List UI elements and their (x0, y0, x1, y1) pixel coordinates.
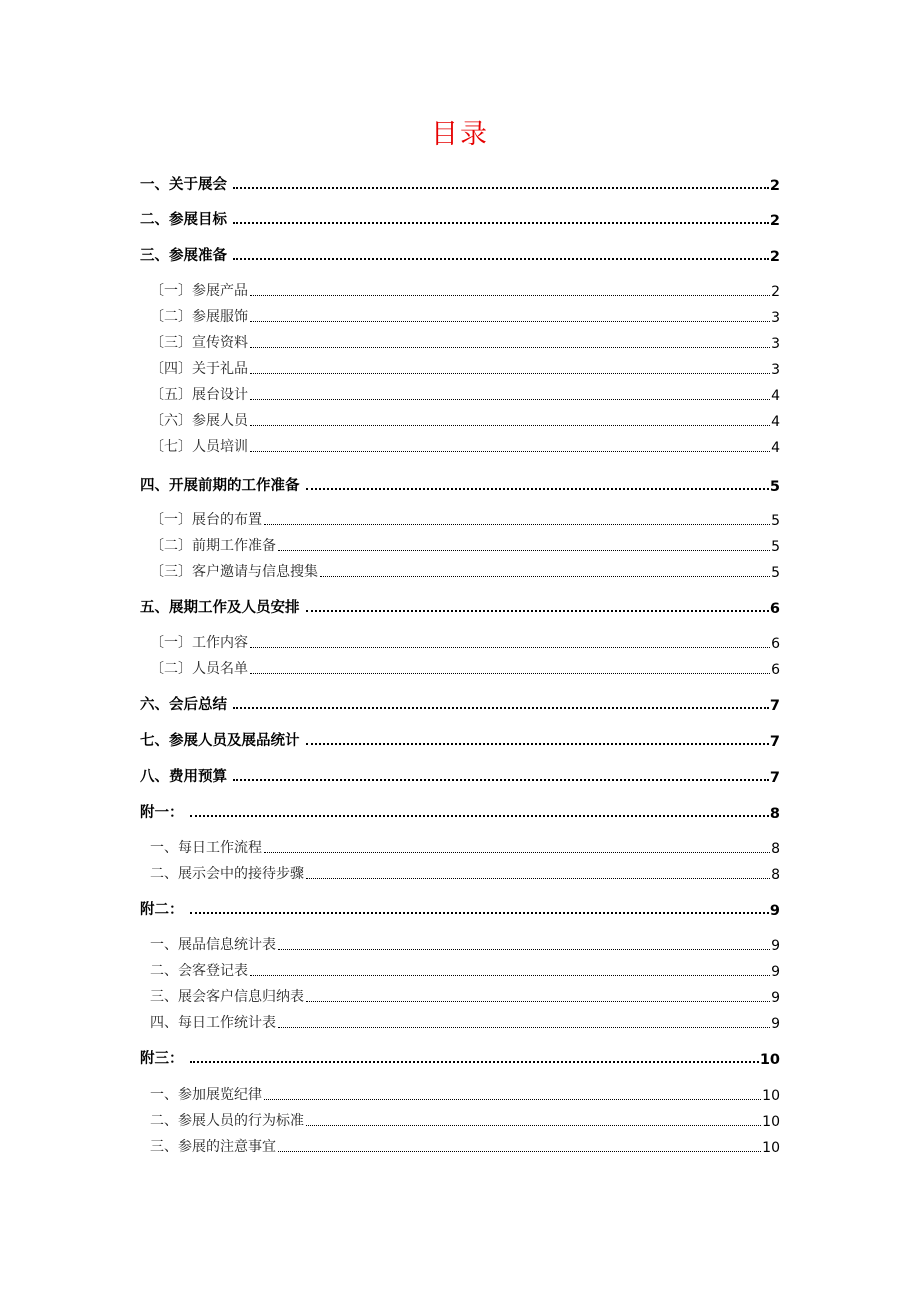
toc-section-entry[interactable] (140, 173, 780, 194)
dot-leader (306, 875, 770, 879)
dot-leader (233, 184, 769, 189)
toc-entry-label: 附二： (140, 902, 184, 918)
toc-entry-label: 一、参加展览纪律 (150, 1087, 262, 1103)
dot-leader (233, 255, 769, 260)
toc-section-entry[interactable] (140, 801, 780, 822)
toc-subsection-entry[interactable] (150, 863, 780, 883)
toc-page-number: 5 (771, 539, 780, 555)
dot-leader (250, 448, 770, 452)
toc-page-number: 2 (769, 213, 780, 229)
toc-page-number: 4 (771, 440, 780, 456)
toc-page-number: 7 (769, 734, 780, 750)
toc-section-entry[interactable] (140, 596, 780, 617)
dot-leader (306, 1122, 761, 1126)
toc-entry-label: 〔三〕客户邀请与信息搜集 (150, 564, 318, 580)
toc-page-number: 5 (771, 513, 780, 529)
toc-page-number: 4 (771, 414, 780, 430)
toc-page-number: 4 (771, 388, 780, 404)
toc-subsection-entry[interactable] (150, 358, 780, 378)
dot-leader (233, 776, 769, 781)
toc-page-number: 9 (771, 990, 780, 1006)
toc-entry-label: 二、参展人员的行为标准 (150, 1113, 304, 1129)
toc-page-number: 6 (769, 601, 780, 617)
toc-section-entry[interactable] (140, 898, 780, 919)
toc-page-number: 8 (771, 867, 780, 883)
dot-leader (250, 644, 770, 648)
toc-section-entry[interactable] (140, 729, 780, 750)
toc-subsection-entry[interactable] (150, 1012, 780, 1032)
toc-page-number: 3 (771, 310, 780, 326)
dot-leader (190, 812, 769, 817)
toc-page-number: 2 (769, 178, 780, 194)
dot-leader (250, 292, 770, 296)
dot-leader (250, 344, 770, 348)
toc-page-number: 7 (769, 770, 780, 786)
toc-page-number: 8 (771, 841, 780, 857)
toc-entry-label: 二、展示会中的接待步骤 (150, 866, 304, 882)
toc-subsection-entry[interactable] (150, 934, 780, 954)
toc-entry-label: 一、展品信息统计表 (150, 937, 276, 953)
toc-entry-label: 七、参展人员及展品统计 (140, 733, 300, 749)
toc-page-number: 2 (771, 284, 780, 300)
toc-section-entry[interactable] (140, 693, 780, 714)
toc-entry-label: 六、会后总结 (140, 697, 227, 713)
dot-leader (250, 422, 770, 426)
toc-page-number: 10 (759, 1052, 780, 1068)
toc-subsection-entry[interactable] (150, 509, 780, 529)
toc-page-number: 9 (769, 903, 780, 919)
toc-subsection-entry[interactable] (150, 837, 780, 857)
toc-subsection-entry[interactable] (150, 306, 780, 326)
dot-leader (233, 704, 769, 709)
toc-entry-label: 八、费用预算 (140, 769, 227, 785)
toc-entry-label: 五、展期工作及人员安排 (140, 600, 300, 616)
toc-page-number: 3 (771, 336, 780, 352)
toc-entry-label: 附三： (140, 1051, 184, 1067)
toc-entry-label: 三、展会客户信息归纳表 (150, 989, 304, 1005)
dot-leader (250, 670, 770, 674)
toc-subsection-entry[interactable] (150, 384, 780, 404)
toc-page-number: 9 (771, 938, 780, 954)
toc-entry-label: 〔五〕展台设计 (150, 387, 248, 403)
toc-section-entry[interactable] (140, 244, 780, 265)
toc-page-number: 2 (769, 249, 780, 265)
toc-page-number: 10 (762, 1140, 780, 1156)
toc-subsection-entry[interactable] (150, 986, 780, 1006)
dot-leader (190, 909, 769, 914)
toc-subsection-entry[interactable] (150, 561, 780, 581)
dot-leader (264, 849, 770, 853)
toc-entry-label: 二、参展目标 (140, 212, 227, 228)
dot-leader (250, 318, 770, 322)
toc-entry-label: 〔一〕展台的布置 (150, 512, 262, 528)
toc-subsection-entry[interactable] (150, 632, 780, 652)
toc-entry-label: 一、每日工作流程 (150, 840, 262, 856)
toc-subsection-entry[interactable] (150, 436, 780, 456)
dot-leader (306, 607, 769, 612)
toc-page-number: 9 (771, 1016, 780, 1032)
toc-subsection-entry[interactable] (150, 1084, 780, 1104)
toc-page-number: 7 (769, 698, 780, 714)
dot-leader (320, 573, 770, 577)
toc-section-entry[interactable] (140, 765, 780, 786)
dot-leader (233, 219, 769, 224)
dot-leader (264, 521, 770, 525)
toc-page-number: 5 (771, 565, 780, 581)
dot-leader (306, 998, 770, 1002)
toc-page-number: 5 (769, 479, 780, 495)
dot-leader (278, 547, 770, 551)
dot-leader (190, 1058, 759, 1063)
dot-leader (250, 370, 770, 374)
toc-page-number: 8 (769, 806, 780, 822)
toc-section-entry[interactable] (140, 1047, 780, 1068)
toc-entry-label: 〔三〕宣传资料 (150, 335, 248, 351)
toc-subsection-entry[interactable] (150, 535, 780, 555)
toc-page-number: 6 (771, 662, 780, 678)
dot-leader (306, 740, 769, 745)
toc-subsection-entry[interactable] (150, 280, 780, 300)
toc-subsection-entry[interactable] (150, 1136, 780, 1156)
dot-leader (306, 485, 769, 490)
dot-leader (278, 946, 770, 950)
toc-subsection-entry[interactable] (150, 960, 780, 980)
toc-entry-label: 〔六〕参展人员 (150, 413, 248, 429)
dot-leader (250, 396, 770, 400)
toc-entry-label: 〔七〕人员培训 (150, 439, 248, 455)
toc-subsection-entry[interactable] (150, 1110, 780, 1130)
toc-subsection-entry[interactable] (150, 332, 780, 352)
toc-subsection-entry[interactable] (150, 410, 780, 430)
toc-entry-label: 三、参展准备 (140, 248, 227, 264)
dot-leader (250, 972, 770, 976)
toc-entry-label: 四、开展前期的工作准备 (140, 478, 300, 494)
toc-entry-label: 〔二〕人员名单 (150, 661, 248, 677)
toc-entry-label: 一、关于展会 (140, 177, 227, 193)
toc-entry-label: 〔二〕前期工作准备 (150, 538, 276, 554)
toc-entry-label: 四、每日工作统计表 (150, 1015, 276, 1031)
toc-page-number: 6 (771, 636, 780, 652)
toc-page-number: 3 (771, 362, 780, 378)
toc-title: 目录 (431, 119, 489, 150)
toc-entry-label: 〔二〕参展服饰 (150, 309, 248, 325)
toc-section-entry[interactable] (140, 474, 780, 495)
toc-entry-label: 〔一〕参展产品 (150, 283, 248, 299)
toc-entry-label: 〔四〕关于礼品 (150, 361, 248, 377)
toc-page-number: 9 (771, 964, 780, 980)
toc-page-number: 10 (762, 1114, 780, 1130)
toc-entry-label: 〔一〕工作内容 (150, 635, 248, 651)
dot-leader (278, 1024, 770, 1028)
dot-leader (278, 1148, 761, 1152)
dot-leader (264, 1096, 761, 1100)
toc-subsection-entry[interactable] (150, 658, 780, 678)
toc-entry-label: 三、参展的注意事宜 (150, 1139, 276, 1155)
toc-entry-label: 附一： (140, 805, 184, 821)
toc-page-number: 10 (762, 1088, 780, 1104)
toc-section-entry[interactable] (140, 208, 780, 229)
toc-entry-label: 二、会客登记表 (150, 963, 248, 979)
